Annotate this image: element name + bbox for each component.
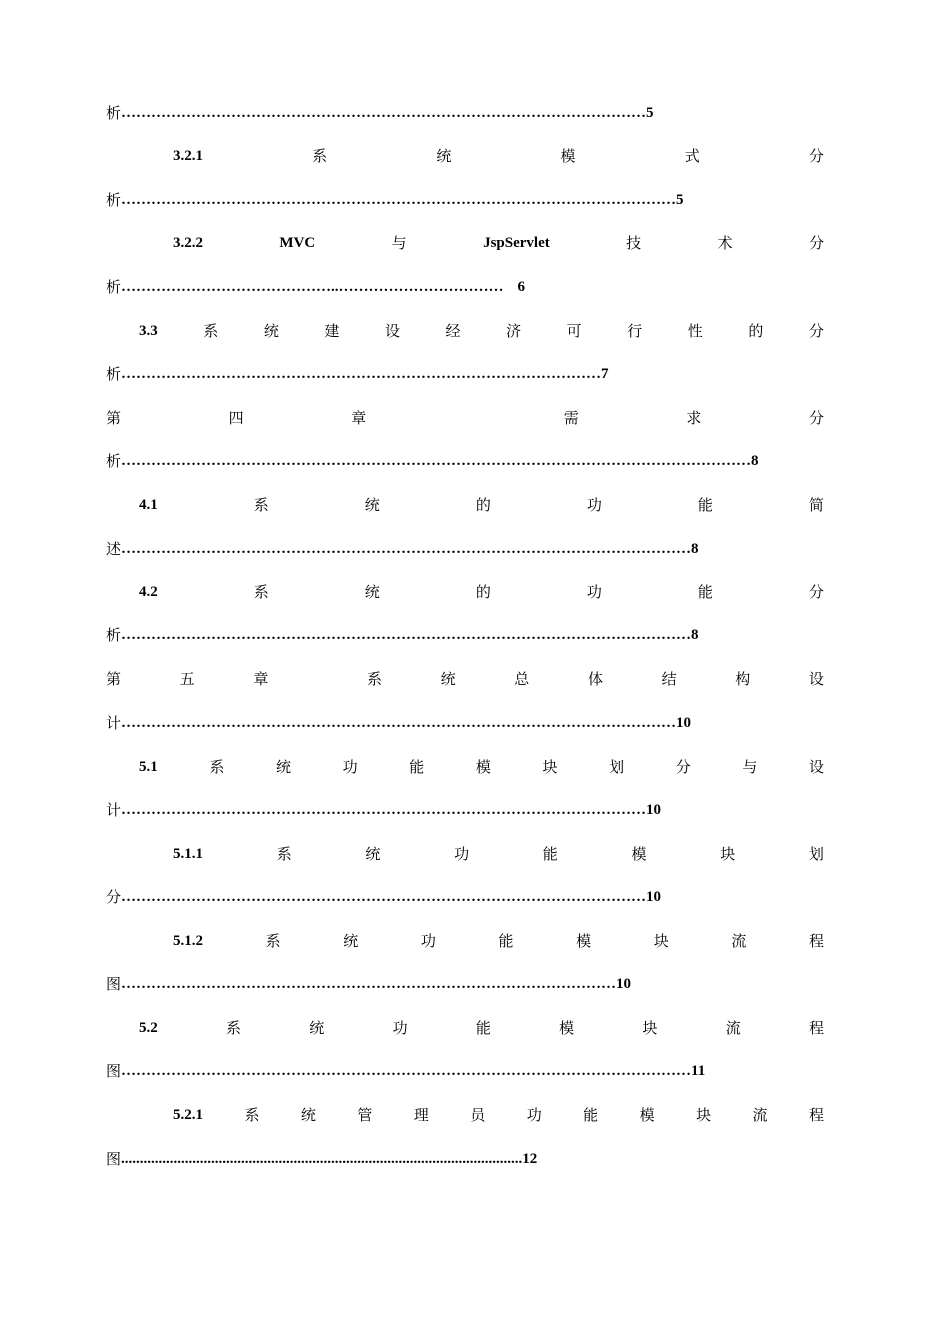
heading-char: 系 [312, 147, 328, 165]
toc-heading-line[interactable] [139, 756, 824, 778]
toc-page-number: 10 [676, 715, 692, 731]
heading-char: 术 [717, 234, 733, 252]
heading-char: 统 [440, 670, 456, 688]
toc-page-number: 10 [616, 976, 632, 992]
toc-leader-dots: …………………………………………………………………………………………………… [121, 541, 692, 557]
heading-char: 功 [454, 845, 470, 863]
heading-char: 统 [263, 322, 279, 340]
toc-tail-char: 计 [106, 801, 122, 819]
heading-char: 五 [179, 670, 195, 688]
section-number: 5.1.2 [173, 933, 203, 949]
toc-page-number: 10 [646, 889, 662, 905]
toc-entry-tail[interactable] [106, 973, 631, 995]
toc-entry-tail[interactable] [106, 189, 684, 211]
toc-heading-line[interactable] [139, 1017, 824, 1039]
toc-entry-tail[interactable] [106, 538, 699, 560]
heading-char: 统 [436, 147, 452, 165]
heading-char: 功 [586, 496, 602, 514]
heading-char: 性 [687, 322, 703, 340]
heading-char: 系 [265, 932, 281, 950]
heading-char: 分 [675, 758, 691, 776]
toc-heading-line[interactable] [173, 843, 824, 865]
heading-char: 分 [808, 583, 824, 601]
toc-tail-char: 析 [106, 191, 122, 209]
toc-page-number: 10 [646, 802, 662, 818]
heading-char: 分 [808, 147, 824, 165]
heading-word: MVC [279, 235, 316, 251]
heading-char: 统 [275, 758, 291, 776]
heading-char: 统 [309, 1019, 325, 1037]
toc-leader-dots: ……………………………………………………………………………………… [121, 976, 617, 992]
heading-char: 划 [808, 845, 824, 863]
toc-page-number: 11 [691, 1063, 706, 1079]
heading-char: 与 [391, 234, 407, 252]
heading-char: 统 [343, 932, 359, 950]
toc-chapter-line[interactable] [106, 668, 824, 690]
toc-leader-dots: ……………………………………………………………………………………………………………… [121, 453, 752, 469]
section-number: 5.1 [139, 759, 158, 775]
toc-leader-dots: …………………………………………………………………………………………………… [121, 627, 692, 643]
toc-tail-char: 图 [106, 1062, 122, 1080]
heading-char: 能 [475, 1019, 491, 1037]
heading-char: 统 [364, 496, 380, 514]
heading-char: 流 [725, 1019, 741, 1037]
toc-leader-dots: …………………………………………………………………………………………………… [121, 1063, 692, 1079]
heading-char: 程 [808, 1019, 824, 1037]
toc-tail-char: 析 [106, 626, 122, 644]
toc-entry-tail[interactable] [106, 276, 525, 298]
toc-page-number: 8 [751, 453, 759, 469]
toc-entry-tail[interactable] [106, 799, 661, 821]
toc-page-number: 5 [676, 192, 684, 208]
toc-leader-dots: ........................................................................................................... [121, 1151, 523, 1167]
heading-char: 结 [661, 670, 677, 688]
heading-char: 功 [342, 758, 358, 776]
heading-char: 济 [506, 322, 522, 340]
heading-char: 需 [563, 409, 579, 427]
heading-char: 管 [357, 1106, 373, 1124]
heading-char: 设 [808, 670, 824, 688]
heading-char: 模 [475, 758, 491, 776]
toc-leader-dots: …………………………………………………………………………………………… [121, 802, 647, 818]
heading-char: 流 [731, 932, 747, 950]
section-number: 5.2.1 [173, 1107, 203, 1123]
toc-entry-tail[interactable] [106, 1060, 705, 1082]
heading-char: 设 [808, 758, 824, 776]
toc-page-number: 12 [522, 1151, 538, 1167]
toc-heading-line[interactable] [173, 232, 824, 254]
heading-char: 系 [253, 583, 269, 601]
heading-char: 块 [542, 758, 558, 776]
heading-char: 系 [253, 496, 269, 514]
heading-char: 功 [586, 583, 602, 601]
section-number: 5.2 [139, 1020, 158, 1036]
heading-char: 能 [498, 932, 514, 950]
toc-page-number: 8 [691, 541, 699, 557]
toc-heading-line[interactable] [139, 581, 824, 603]
heading-char: 能 [409, 758, 425, 776]
toc-chapter-line[interactable] [106, 407, 824, 429]
heading-char: 第 [106, 670, 122, 688]
toc-leader-dots: ………………………………………………………………………………………………… [121, 192, 677, 208]
heading-char: 理 [413, 1106, 429, 1124]
heading-char: 章 [253, 670, 269, 688]
section-number: 3.3 [139, 323, 158, 339]
toc-tail-char: 图 [106, 975, 122, 993]
section-number: 5.1.1 [173, 846, 203, 862]
toc-tail-char: 析 [106, 278, 122, 296]
heading-char: 简 [808, 496, 824, 514]
toc-heading-line[interactable] [173, 1104, 824, 1126]
heading-char: 构 [735, 670, 751, 688]
toc-leader-dots: ……………………………………..…………………………… [121, 279, 504, 295]
heading-char: 系 [244, 1106, 260, 1124]
heading-char: 的 [475, 496, 491, 514]
heading-char: 模 [639, 1106, 655, 1124]
heading-char: 经 [445, 322, 461, 340]
toc-entry-tail[interactable] [106, 363, 609, 385]
heading-char: 的 [475, 583, 491, 601]
heading-char: 块 [720, 845, 736, 863]
toc-tail-char: 析 [106, 452, 122, 470]
toc-heading-line[interactable] [139, 320, 824, 342]
toc-entry-tail[interactable] [106, 102, 654, 124]
heading-char: 员 [470, 1106, 486, 1124]
toc-leader-dots: …………………………………………………………………………………… [121, 366, 602, 382]
heading-char: 四 [228, 409, 244, 427]
toc-page-number: 7 [601, 366, 609, 382]
heading-char: 块 [642, 1019, 658, 1037]
heading-char: 与 [742, 758, 758, 776]
heading-char: 求 [686, 409, 702, 427]
toc-heading-line[interactable] [173, 930, 824, 952]
heading-char: 的 [748, 322, 764, 340]
toc-leader-dots: ………………………………………………………………………………………………… [121, 715, 677, 731]
heading-char: 行 [627, 322, 643, 340]
heading-char: 程 [808, 932, 824, 950]
heading-char: 模 [559, 1019, 575, 1037]
heading-char: 流 [752, 1106, 768, 1124]
heading-char: 可 [566, 322, 582, 340]
heading-char: 建 [324, 322, 340, 340]
heading-char: 功 [392, 1019, 408, 1037]
toc-entry-tail[interactable] [106, 886, 661, 908]
section-number: 3.2.1 [173, 148, 203, 164]
toc-leader-dots: …………………………………………………………………………………………… [121, 105, 647, 121]
heading-char: 系 [209, 758, 225, 776]
heading-char: 划 [609, 758, 625, 776]
heading-char: 技 [626, 234, 642, 252]
heading-char: 第 [106, 409, 122, 427]
heading-char: 块 [653, 932, 669, 950]
heading-char: 设 [384, 322, 400, 340]
toc-heading-line[interactable] [139, 494, 824, 516]
heading-word: JspServlet [483, 235, 550, 251]
heading-char: 总 [514, 670, 530, 688]
heading-char: 程 [808, 1106, 824, 1124]
toc-page-number: 8 [691, 627, 699, 643]
toc-page-number: 5 [646, 105, 654, 121]
heading-char: 体 [587, 670, 603, 688]
heading-char: 分 [808, 322, 824, 340]
toc-leader-dots: …………………………………………………………………………………………… [121, 889, 647, 905]
toc-tail-char: 计 [106, 714, 122, 732]
heading-char: 统 [364, 583, 380, 601]
heading-char: 能 [697, 583, 713, 601]
toc-entry-tail[interactable] [106, 1148, 537, 1170]
heading-char: 能 [697, 496, 713, 514]
toc-tail-char: 析 [106, 365, 122, 383]
heading-char: 功 [420, 932, 436, 950]
heading-char: 系 [276, 845, 292, 863]
heading-char: 分 [808, 234, 824, 252]
heading-char: 块 [696, 1106, 712, 1124]
toc-entry-tail[interactable] [106, 712, 691, 734]
heading-char: 模 [576, 932, 592, 950]
section-number: 4.2 [139, 584, 158, 600]
toc-page-number: 6 [517, 279, 526, 295]
heading-char: 模 [631, 845, 647, 863]
heading-char: 功 [526, 1106, 542, 1124]
heading-char: 统 [300, 1106, 316, 1124]
heading-char: 模 [560, 147, 576, 165]
heading-char: 能 [542, 845, 558, 863]
heading-char: 分 [808, 409, 824, 427]
section-number: 3.2.2 [173, 235, 203, 251]
section-number: 4.1 [139, 497, 158, 513]
toc-entry-tail[interactable] [106, 624, 699, 646]
heading-char: 系 [226, 1019, 242, 1037]
toc-tail-char: 分 [106, 888, 122, 906]
toc-entry-tail[interactable] [106, 450, 759, 472]
toc-tail-char: 析 [106, 104, 122, 122]
heading-char: 章 [351, 409, 367, 427]
toc-tail-char: 图 [106, 1150, 122, 1168]
heading-char: 系 [366, 670, 382, 688]
heading-char: 系 [203, 322, 219, 340]
heading-char: 统 [365, 845, 381, 863]
toc-heading-line[interactable] [173, 145, 824, 167]
toc-tail-char: 述 [106, 540, 122, 558]
heading-char: 能 [583, 1106, 599, 1124]
heading-char: 式 [684, 147, 700, 165]
